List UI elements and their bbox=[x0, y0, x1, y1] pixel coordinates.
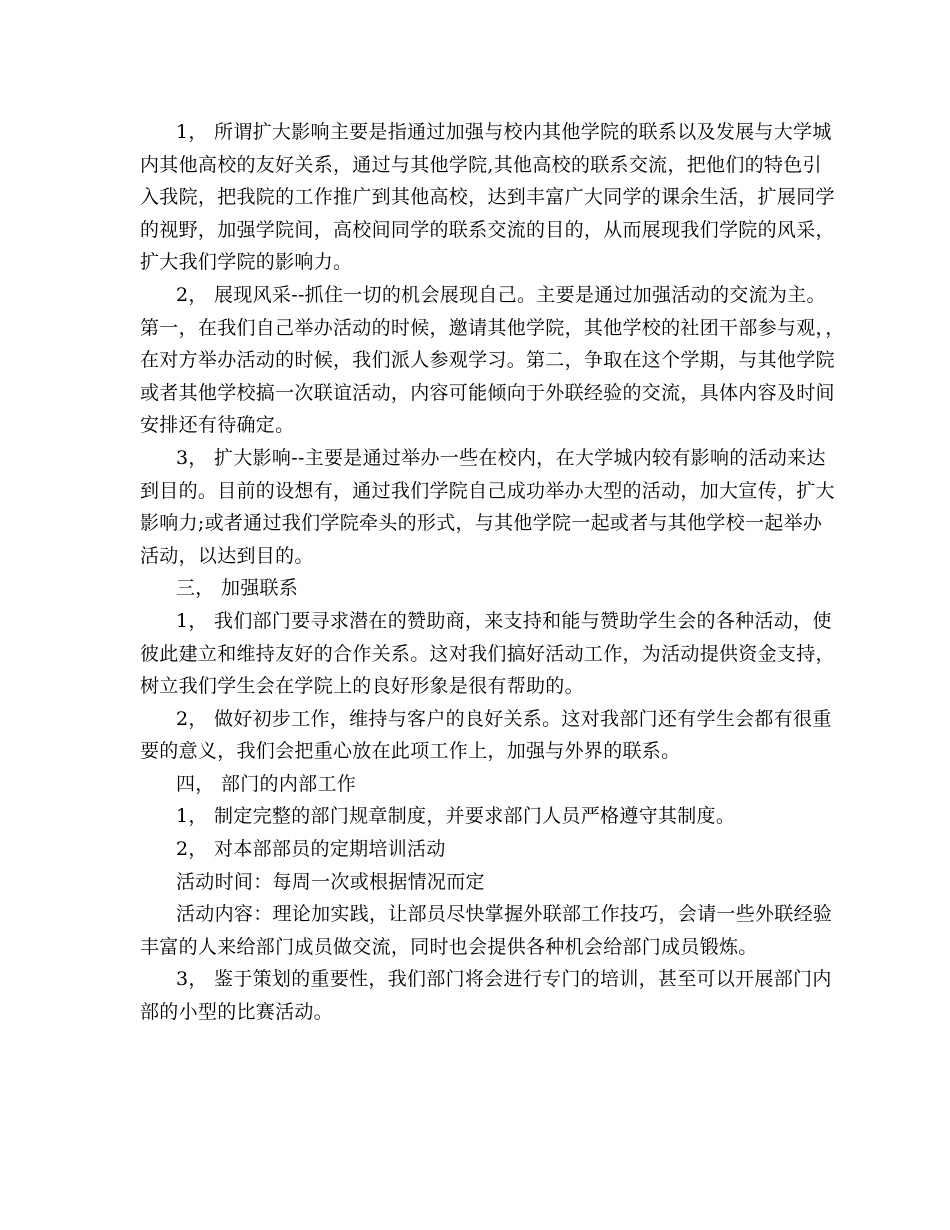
text-line: 四， 部门的内部工作 bbox=[176, 772, 357, 795]
text-line: 影响力;或者通过我们学院牵头的形式，与其他学院一起或者与其他学校一起举办 bbox=[140, 512, 823, 535]
text-line: 1， 我们部门要寻求潜在的赞助商，来支持和能与赞助学生会的各种活动，使 bbox=[176, 609, 832, 632]
text-line: 活动时间：每周一次或根据情况而定 bbox=[176, 870, 485, 893]
text-line: 第一，在我们自己举办活动的时候，邀请其他学院，其他学校的社团干部参与观，， bbox=[140, 316, 845, 339]
text-line: 2， 做好初步工作，维持与客户的良好关系。这对我部门还有学生会都有很重 bbox=[176, 707, 832, 730]
text-line: 到目的。目前的设想有，通过我们学院自己成功举办大型的活动，加大宣传，扩大 bbox=[140, 479, 835, 502]
text-line: 活动内容：理论加实践，让部员尽快掌握外联部工作技巧，会请一些外联经验 bbox=[176, 903, 833, 926]
document-page bbox=[140, 116, 845, 1029]
text-line: 树立我们学生会在学院上的良好形象是很有帮助的。 bbox=[140, 675, 584, 698]
text-line: 三， 加强联系 bbox=[176, 577, 299, 600]
text-line: 内其他高校的友好关系，通过与其他学院,其他高校的联系交流，把他们的特色引 bbox=[140, 153, 822, 176]
text-line: 彼此建立和维持友好的合作关系。这对我们搞好活动工作，为活动提供资金支持， bbox=[140, 642, 835, 665]
text-line: 2， 展现风采--抓住一切的机会展现自己。主要是通过加强活动的交流为主。 bbox=[176, 283, 826, 306]
text-line: 2， 对本部部员的定期培训活动 bbox=[176, 838, 446, 861]
text-line: 3， 鉴于策划的重要性，我们部门将会进行专门的培训，甚至可以开展部门内 bbox=[176, 968, 832, 991]
text-line: 或者其他学校搞一次联谊活动，内容可能倾向于外联经验的交流，具体内容及时间 bbox=[140, 381, 835, 404]
text-line: 活动，以达到目的。 bbox=[140, 544, 314, 567]
text-line: 丰富的人来给部门成员做交流，同时也会提供各种机会给部门成员锻炼。 bbox=[140, 935, 758, 958]
text-line: 的视野，加强学院间，高校间同学的联系交流的目的，从而展现我们学院的风采， bbox=[140, 218, 835, 241]
text-line: 在对方举办活动的时候，我们派人参观学习。第二，争取在这个学期，与其他学院 bbox=[140, 349, 835, 372]
text-line: 部的小型的比赛活动。 bbox=[140, 1001, 334, 1024]
text-line: 要的意义，我们会把重心放在此项工作上，加强与外界的联系。 bbox=[140, 740, 681, 763]
text-line: 安排还有待确定。 bbox=[140, 414, 295, 437]
text-line: 入我院，把我院的工作推广到其他高校，达到丰富广大同学的课余生活，扩展同学 bbox=[140, 186, 835, 209]
text-line: 扩大我们学院的影响力。 bbox=[140, 251, 353, 274]
text-line: 1， 所谓扩大影响主要是指通过加强与校内其他学院的联系以及发展与大学城 bbox=[176, 121, 832, 143]
text-line: 3， 扩大影响--主要是通过举办一些在校内，在大学城内较有影响的活动来达 bbox=[176, 446, 826, 469]
text-line: 1， 制定完整的部门规章制度，并要求部门人员严格遵守其制度。 bbox=[176, 805, 736, 828]
